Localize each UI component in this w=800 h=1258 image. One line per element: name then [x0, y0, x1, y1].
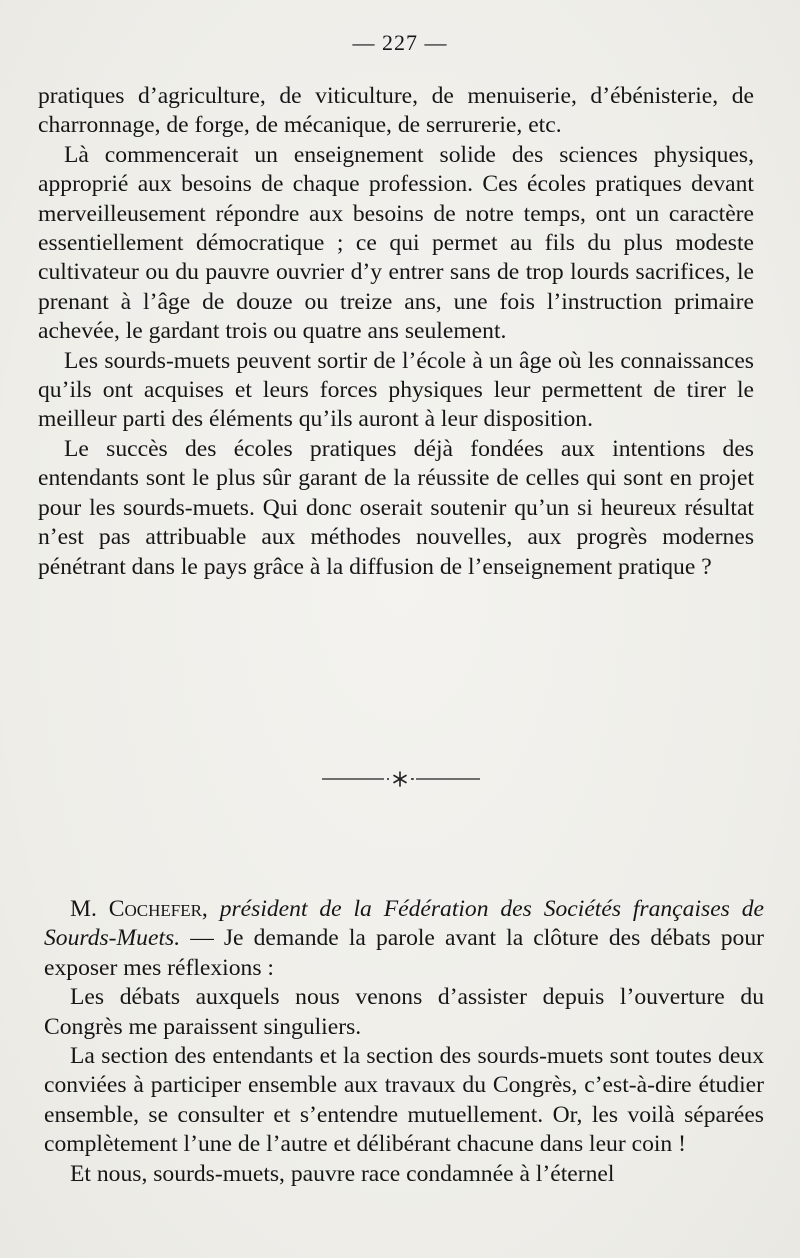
page-number: — 227 — — [352, 30, 448, 55]
text-section-1 — [38, 82, 754, 582]
paragraph-3: Les sourds-muets peuvent sortir de l’école à un âge où les connaissances qu’ils ont acquises et leurs forces physiques leur permettent de tirer le meilleur parti des éléments qu’ils auront à leur disposition. — [38, 347, 754, 433]
paragraph-2: Là commencerait un enseignement solide des sciences physiques, approprié aux besoins de chaque profession. Ces écoles pratiques devant merveilleusement répondre aux besoins de notre temps, ont un caractère essentiellement démocratique ; ce qui permet au fils du plus modeste cultivateur ou du pauvre ouvrier d’y entrer sans de trop lourds sacrifices, le prenant à l’âge de douze ou treize ans, une fois l’instruction primaire achevée, le gardant trois ou quatre ans seulement. — [38, 141, 754, 345]
paragraph-4: Le succès des écoles pratiques déjà fondées aux intentions des entendants sont le plus sûr garant de la réussite de celles qui sont en projet pour les sourds-muets. Qui donc oserait soutenir qu’un si heureux résultat n’est pas attribuable aux méthodes nouvelles, aux progrès modernes pénétrant dans le pays grâce à la diffusion de l’enseignement pratique ? — [38, 435, 754, 580]
speaker-name: M. Cochefer, — [70, 896, 208, 922]
paragraph-7: Et nous, sourds-muets, pauvre race condamnée à l’éternel — [70, 1160, 615, 1187]
speaker-title: président de la Fédération des Sociétés françaises de Sourds-Muets. — [44, 896, 764, 952]
paragraph-1: pratiques d’agriculture, de viticulture, de menuiserie, d’ébénisterie, de charronnage, de forge, de mécanique, de serrurerie, etc. — [38, 83, 754, 139]
paragraph-5: Les débats auxquels nous venons d’assister depuis l’ouverture du Congrès me paraissent singuliers. — [44, 984, 764, 1040]
speech-opening: — Je demande la parole avant la clôture des débats pour exposer mes réflexions : — [44, 925, 764, 981]
section-separator-ornament — [320, 768, 482, 788]
asterisk-ornament-icon — [394, 772, 406, 786]
text-section-2 — [44, 895, 764, 1189]
speech-intro-paragraph — [44, 895, 764, 983]
paragraph-6: La section des entendants et la section des sourds-muets sont toutes deux conviées à participer ensemble aux travaux du Congrès, c’est-à-dire étudier ensemble, se consulter et s’entendre mutuellement. Or, les voilà séparées complètement l’une de l’autre et délibérant chacune dans leur coin ! — [44, 1043, 764, 1158]
